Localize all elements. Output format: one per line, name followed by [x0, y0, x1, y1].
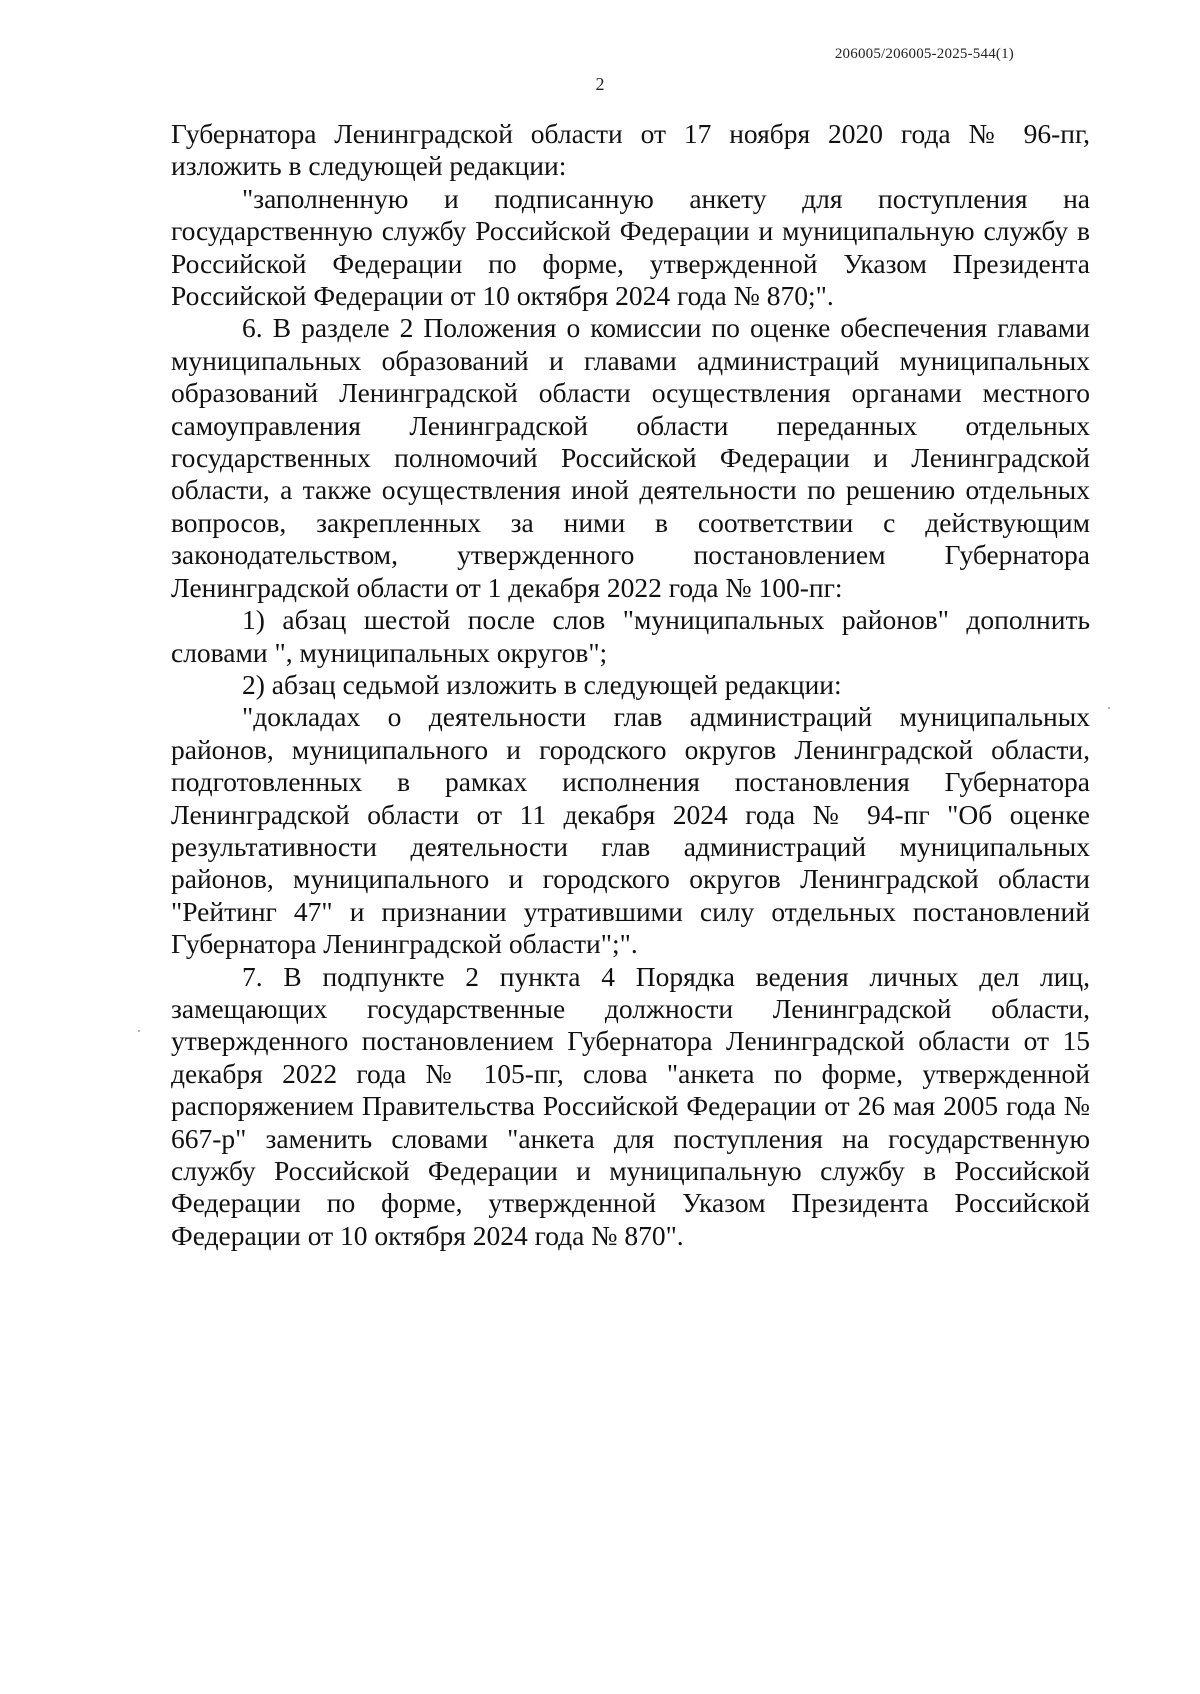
paragraph-quoted-amendment-questionnaire: "заполненную и подписанную анкету для поступления на государственную службу Российской Федерации и муниципальную службу в Российской Федерации по форме, утвержденной Указом Президента Российской Федерации от 10 октября 2024 года № 870;". — [171, 182, 1090, 312]
paragraph-subitem-1: 1) абзац шестой после слов "муниципальных районов" дополнить словами ", муниципальных округов"; — [171, 604, 1090, 668]
paragraph-continuation: Губернатора Ленинградской области от 17 ноября 2020 года № 96-пг, изложить в следующей редакции: — [171, 118, 1090, 182]
document-registration-number: 206005/206005-2025-544(1) — [834, 46, 1014, 62]
page-number: 2 — [595, 74, 605, 94]
paragraph-subitem-2: 2) абзац седьмой изложить в следующей редакции: — [242, 668, 842, 700]
paragraph-quoted-amendment-reports: "докладах о деятельности глав администраций муниципальных районов, муниципального и городского округов Ленинградской области, подготовленных в рамках исполнения постановления Губернатора Ленинградской области от 11 декабря 2024 года № 94-пг "Об оценке результативности деятельности глав администраций муниципальных районов, муниципального и городского округов Ленинградской области "Рейтинг 47" и признании утратившими силу отдельных постановлений Губернатора Ленинградской области";". — [171, 701, 1090, 960]
scan-artifact-dot — [1108, 707, 1110, 709]
paragraph-item-7: 7. В подпункте 2 пункта 4 Порядка ведения личных дел лиц, замещающих государственные должности Ленинградской области, утвержденного постановлением Губернатора Ленинградской области от 15 декабря 2022 года № 105-пг, слова "анкета по форме, утвержденной распоряжением Правительства Российской Федерации от 26 мая 2005 года № 667-р" заменить словами "анкета для поступления на государственную службу Российской Федерации и муниципальную службу в Российской Федерации по форме, утвержденной Указом Президента Российской Федерации от 10 октября 2024 года № 870". — [171, 960, 1090, 1251]
paragraph-item-6: 6. В разделе 2 Положения о комиссии по оценке обеспечения главами муниципальных образований и главами администраций муниципальных образований Ленинградской области осуществления органами местного самоуправления Ленинградской области переданных отдельных государственных полномочий Российской Федерации и Ленинградской области, а также осуществления иной деятельности по решению отдельных вопросов, закрепленных за ними в соответствии с действующим законодательством, утвержденного постановлением Губернатора Ленинградской области от 1 декабря 2022 года № 100-пг: — [171, 312, 1090, 603]
scan-artifact-dot — [138, 1030, 140, 1032]
document-body — [171, 118, 1090, 1252]
